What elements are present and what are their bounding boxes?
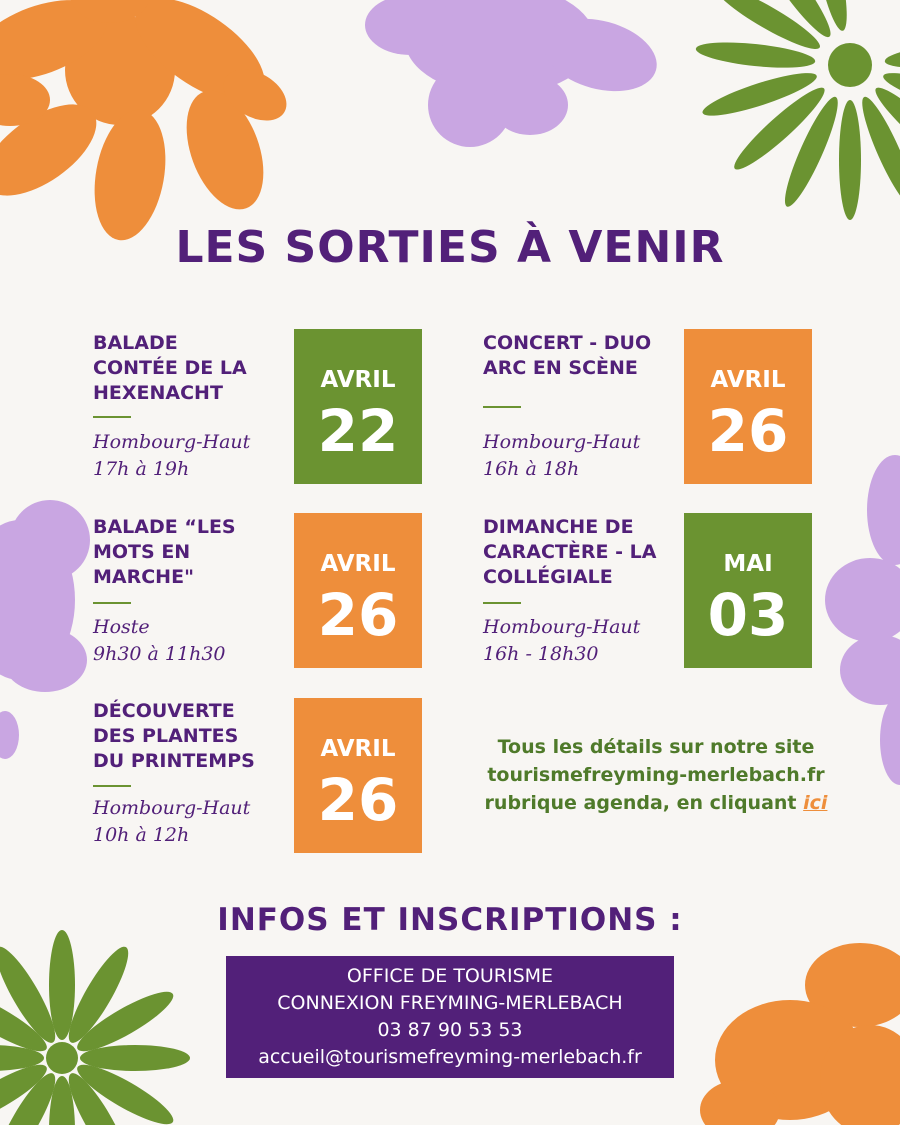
event-time: 9h30 à 11h30: [93, 643, 226, 665]
green-daisy-icon: [695, 0, 900, 220]
separator: [483, 602, 521, 604]
event-time: 16h à 18h: [483, 458, 580, 480]
event-time: 10h à 12h: [93, 824, 190, 846]
date-month: AVRIL: [320, 551, 396, 577]
page-title: LES SORTIES À VENIR: [175, 222, 725, 273]
date-month: AVRIL: [710, 367, 786, 393]
event-place: Hombourg-Haut: [483, 431, 641, 453]
details-text: [468, 733, 844, 817]
event-name-line: DU PRINTEMPS: [93, 750, 255, 772]
event-name: [483, 515, 656, 590]
event-name-line: DIMANCHE DE: [483, 516, 634, 538]
lavender-blob-icon: [365, 0, 665, 147]
infos-title: INFOS ET INSCRIPTIONS :: [217, 902, 683, 938]
event-name-line: CONCERT - DUO: [483, 332, 652, 354]
event-name-line: ARC EN SCÈNE: [483, 357, 638, 379]
date-box: [684, 329, 812, 484]
event-name-line: COLLÉGIALE: [483, 566, 613, 588]
event-name-line: DES PLANTES: [93, 725, 239, 747]
event-name: [483, 331, 651, 381]
website-text: tourismefreyming-merlebach.fr: [487, 764, 825, 786]
orange-blob-icon: [700, 943, 900, 1125]
agenda-link[interactable]: ici: [803, 792, 828, 814]
office-name: OFFICE DE TOURISME: [346, 965, 554, 987]
lavender-blob-icon: [0, 500, 90, 759]
date-day: 03: [707, 581, 789, 649]
event-name-line: CARACTÈRE - LA: [483, 541, 657, 563]
event-name-line: MOTS EN: [93, 541, 191, 563]
event-place: Hombourg-Haut: [93, 797, 251, 819]
event-time: 17h à 19h: [93, 458, 190, 480]
event-place: Hombourg-Haut: [93, 431, 251, 453]
date-day: 26: [317, 766, 399, 834]
separator: [93, 602, 131, 604]
date-day: 22: [317, 397, 399, 465]
details-line: Tous les détails sur notre site: [497, 736, 815, 758]
date-month: AVRIL: [320, 736, 396, 762]
event-name-line: MARCHE": [93, 566, 194, 588]
event-name-line: BALADE: [93, 332, 178, 354]
event-name: [93, 699, 255, 774]
event-place: Hoste: [93, 616, 150, 638]
event-name-line: DÉCOUVERTE: [93, 700, 235, 722]
event-place: Hombourg-Haut: [483, 616, 641, 638]
event-name: [93, 515, 236, 590]
date-day: 26: [317, 581, 399, 649]
office-location: CONNEXION FREYMING-MERLEBACH: [277, 992, 623, 1014]
separator: [93, 785, 131, 787]
date-box: [294, 329, 422, 484]
event-name: [93, 331, 247, 406]
separator: [93, 416, 131, 418]
separator: [483, 406, 521, 408]
email-address: accueil@tourismefreyming-merlebach.fr: [258, 1046, 642, 1068]
date-box: [684, 513, 812, 668]
green-daisy-icon: [0, 930, 190, 1125]
date-box: [294, 698, 422, 853]
event-name-line: HEXENACHT: [93, 382, 223, 404]
date-month: MAI: [723, 551, 773, 577]
date-box: [294, 513, 422, 668]
event-time: 16h - 18h30: [483, 643, 599, 665]
date-month: AVRIL: [320, 367, 396, 393]
event-name-line: CONTÉE DE LA: [93, 357, 247, 379]
contact-box: [226, 956, 674, 1078]
phone-number: 03 87 90 53 53: [377, 1019, 523, 1041]
date-day: 26: [707, 397, 789, 465]
orange-swirl-flower-icon: [0, 0, 295, 246]
details-line: rubrique agenda, en cliquant ici: [484, 792, 828, 814]
event-name-line: BALADE “LES: [93, 516, 236, 538]
